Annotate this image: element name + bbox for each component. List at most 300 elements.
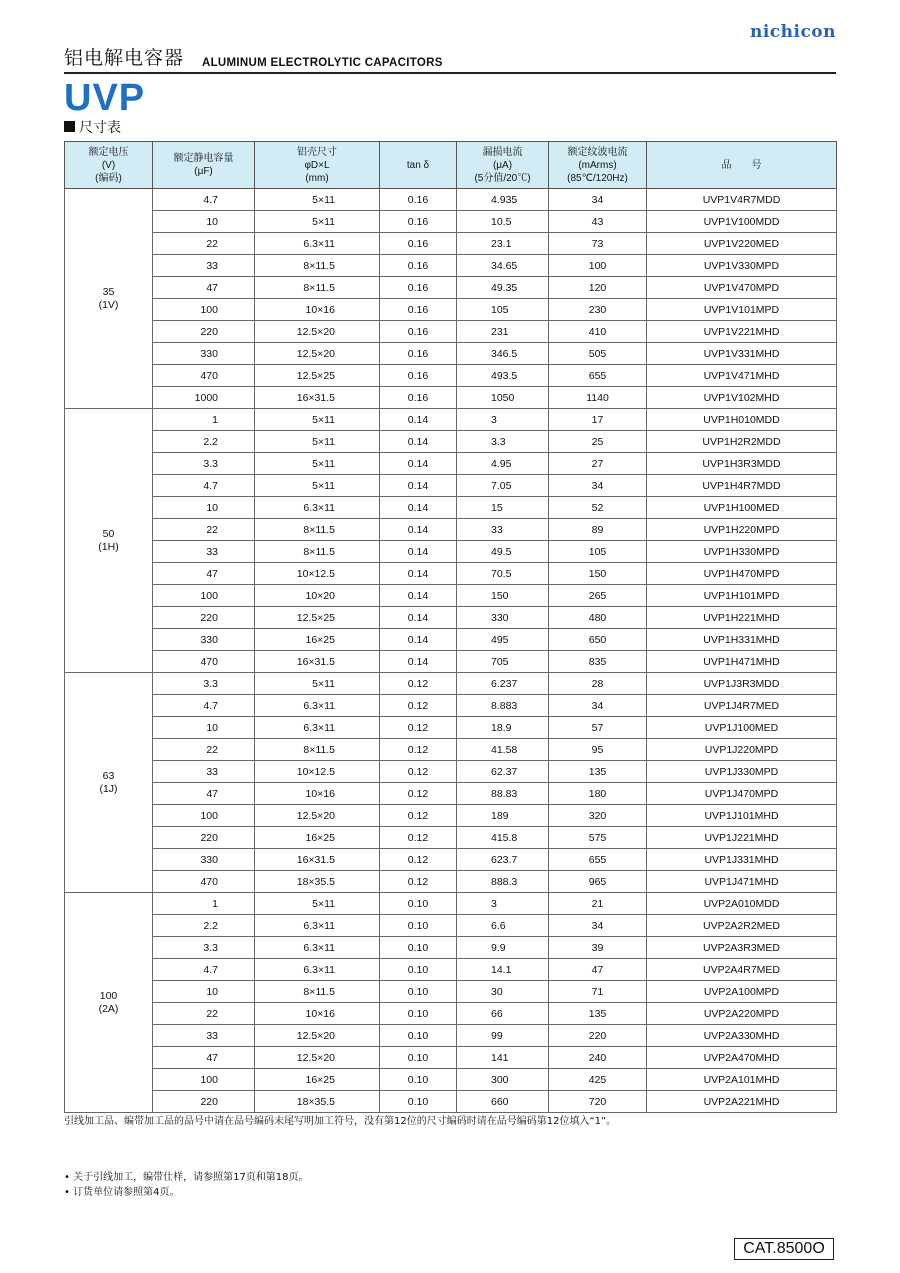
cell-part-number: UVP1V100MDD: [647, 211, 837, 233]
cell-case-size: 6.3×11: [255, 233, 380, 255]
cell-tan-delta: 0.14: [380, 629, 457, 651]
cell-ripple-current: 410: [549, 321, 647, 343]
voltage-group-cell: [65, 673, 153, 893]
cell-capacitance: 33: [153, 255, 255, 277]
cell-tan-delta: 0.12: [380, 849, 457, 871]
cell-leakage-current: 3: [457, 409, 549, 431]
cell-ripple-current: 575: [549, 827, 647, 849]
voltage-code: (1J): [99, 782, 118, 795]
cell-case-size: 12.5×20: [255, 321, 380, 343]
table-row: [65, 827, 837, 849]
cell-tan-delta: 0.10: [380, 915, 457, 937]
cell-tan-delta: 0.10: [380, 1069, 457, 1091]
section-title: [64, 119, 121, 137]
cell-case-size: 6.3×11: [255, 937, 380, 959]
cell-tan-delta: 0.14: [380, 453, 457, 475]
voltage-value: 63: [102, 769, 115, 782]
cell-leakage-current: 300: [457, 1069, 549, 1091]
cell-capacitance: 22: [153, 233, 255, 255]
cell-leakage-current: 6.6: [457, 915, 549, 937]
table-row: [65, 497, 837, 519]
cell-ripple-current: 230: [549, 299, 647, 321]
cell-capacitance: 330: [153, 629, 255, 651]
cell-case-size: 12.5×20: [255, 343, 380, 365]
cell-tan-delta: 0.14: [380, 475, 457, 497]
cell-ripple-current: 89: [549, 519, 647, 541]
series-title: UVP: [64, 77, 146, 119]
cell-ripple-current: 180: [549, 783, 647, 805]
cell-capacitance: 10: [153, 211, 255, 233]
table-row: [65, 299, 837, 321]
table-row: [65, 893, 837, 915]
cell-part-number: UVP1J471MHD: [647, 871, 837, 893]
table-row: [65, 475, 837, 497]
header-line: (μF): [194, 166, 213, 177]
cell-part-number: UVP1J220MPD: [647, 739, 837, 761]
cell-case-size: 16×25: [255, 629, 380, 651]
cell-leakage-current: 49.5: [457, 541, 549, 563]
voltage-group-cell: [65, 409, 153, 673]
cell-case-size: 12.5×20: [255, 1047, 380, 1069]
cell-part-number: UVP1H2R2MDD: [647, 431, 837, 453]
table-row: [65, 717, 837, 739]
cell-case-size: 10×20: [255, 585, 380, 607]
cell-case-size: 6.3×11: [255, 959, 380, 981]
cell-leakage-current: 105: [457, 299, 549, 321]
cell-part-number: UVP1V101MPD: [647, 299, 837, 321]
table-row: [65, 453, 837, 475]
cell-tan-delta: 0.12: [380, 717, 457, 739]
cell-ripple-current: 21: [549, 893, 647, 915]
cell-ripple-current: 135: [549, 1003, 647, 1025]
cell-case-size: 8×11.5: [255, 739, 380, 761]
cell-part-number: UVP1H010MDD: [647, 409, 837, 431]
cell-capacitance: 33: [153, 1025, 255, 1047]
header-line: 额定静电容量: [173, 153, 234, 164]
cell-capacitance: 220: [153, 1091, 255, 1113]
cell-tan-delta: 0.16: [380, 365, 457, 387]
header-part-number: [647, 142, 837, 189]
cell-capacitance: 2.2: [153, 915, 255, 937]
header-line: 额定电压: [88, 146, 129, 158]
cell-capacitance: 4.7: [153, 695, 255, 717]
cell-leakage-current: 7.05: [457, 475, 549, 497]
cell-part-number: UVP2A101MHD: [647, 1069, 837, 1091]
cell-tan-delta: 0.10: [380, 1047, 457, 1069]
cell-leakage-current: 141: [457, 1047, 549, 1069]
cell-case-size: 10×16: [255, 783, 380, 805]
cell-tan-delta: 0.10: [380, 981, 457, 1003]
voltage-group-cell: [65, 189, 153, 409]
cell-ripple-current: 265: [549, 585, 647, 607]
cell-tan-delta: 0.16: [380, 299, 457, 321]
cell-leakage-current: 189: [457, 805, 549, 827]
cell-capacitance: 100: [153, 805, 255, 827]
cell-part-number: UVP2A2R2MED: [647, 915, 837, 937]
cell-ripple-current: 480: [549, 607, 647, 629]
cell-leakage-current: 4.935: [457, 189, 549, 211]
table-row: [65, 233, 837, 255]
cell-ripple-current: 25: [549, 431, 647, 453]
cell-part-number: UVP1J100MED: [647, 717, 837, 739]
cell-capacitance: 3.3: [153, 673, 255, 695]
cell-case-size: 5×11: [255, 475, 380, 497]
voltage-value: 35: [102, 285, 115, 298]
cell-ripple-current: 135: [549, 761, 647, 783]
cell-part-number: UVP1H220MPD: [647, 519, 837, 541]
cell-leakage-current: 15: [457, 497, 549, 519]
cell-capacitance: 22: [153, 519, 255, 541]
cell-capacitance: 47: [153, 783, 255, 805]
cell-ripple-current: 120: [549, 277, 647, 299]
table-row: [65, 959, 837, 981]
cell-capacitance: 3.3: [153, 937, 255, 959]
cell-leakage-current: 1050: [457, 387, 549, 409]
cell-ripple-current: 95: [549, 739, 647, 761]
cell-leakage-current: 41.58: [457, 739, 549, 761]
cell-ripple-current: 34: [549, 915, 647, 937]
cell-ripple-current: 100: [549, 255, 647, 277]
cell-part-number: UVP1V4R7MDD: [647, 189, 837, 211]
cell-tan-delta: 0.16: [380, 233, 457, 255]
cell-leakage-current: 62.37: [457, 761, 549, 783]
page-header: [64, 44, 836, 74]
cell-part-number: UVP1H221MHD: [647, 607, 837, 629]
cell-case-size: 12.5×25: [255, 365, 380, 387]
cell-case-size: 5×11: [255, 673, 380, 695]
cell-part-number: UVP1J4R7MED: [647, 695, 837, 717]
cell-leakage-current: 10.5: [457, 211, 549, 233]
cell-part-number: UVP1H331MHD: [647, 629, 837, 651]
voltage-code: (1H): [98, 540, 119, 553]
cell-ripple-current: 720: [549, 1091, 647, 1113]
cell-part-number: UVP1H100MED: [647, 497, 837, 519]
cell-capacitance: 220: [153, 321, 255, 343]
cell-tan-delta: 0.12: [380, 783, 457, 805]
table-row: [65, 1091, 837, 1113]
header-line: (85℃/120Hz): [567, 172, 628, 184]
cell-part-number: UVP1H4R7MDD: [647, 475, 837, 497]
cell-case-size: 8×11.5: [255, 519, 380, 541]
table-row: [65, 343, 837, 365]
table-row: [65, 211, 837, 233]
cell-case-size: 8×11.5: [255, 541, 380, 563]
table-row: [65, 871, 837, 893]
cell-part-number: UVP1H470MPD: [647, 563, 837, 585]
cell-ripple-current: 52: [549, 497, 647, 519]
cell-tan-delta: 0.10: [380, 893, 457, 915]
cell-ripple-current: 655: [549, 365, 647, 387]
cell-part-number: UVP1J3R3MDD: [647, 673, 837, 695]
cell-leakage-current: 14.1: [457, 959, 549, 981]
cell-capacitance: 4.7: [153, 959, 255, 981]
cell-tan-delta: 0.16: [380, 343, 457, 365]
cell-ripple-current: 655: [549, 849, 647, 871]
cell-ripple-current: 240: [549, 1047, 647, 1069]
cell-tan-delta: 0.12: [380, 739, 457, 761]
cell-leakage-current: 18.9: [457, 717, 549, 739]
cell-ripple-current: 220: [549, 1025, 647, 1047]
cell-tan-delta: 0.14: [380, 563, 457, 585]
cell-part-number: UVP1H101MPD: [647, 585, 837, 607]
voltage-code: (1V): [98, 298, 119, 311]
cell-part-number: UVP2A100MPD: [647, 981, 837, 1003]
cell-capacitance: 4.7: [153, 189, 255, 211]
cell-capacitance: 220: [153, 607, 255, 629]
header-line: (V): [101, 159, 116, 171]
cell-ripple-current: 34: [549, 475, 647, 497]
table-row: [65, 651, 837, 673]
header-line: 额定纹波电流: [567, 146, 628, 158]
cell-case-size: 18×35.5: [255, 1091, 380, 1113]
header-line: 铝壳尺寸: [297, 146, 337, 158]
cell-ripple-current: 57: [549, 717, 647, 739]
header-ripple-current: [549, 142, 647, 189]
cell-leakage-current: 660: [457, 1091, 549, 1113]
cell-leakage-current: 30: [457, 981, 549, 1003]
cell-leakage-current: 888.3: [457, 871, 549, 893]
cell-ripple-current: 150: [549, 563, 647, 585]
header-line: tan δ: [406, 159, 430, 171]
cell-capacitance: 330: [153, 849, 255, 871]
cell-part-number: UVP1V330MPD: [647, 255, 837, 277]
cell-capacitance: 1: [153, 409, 255, 431]
cell-case-size: 8×11.5: [255, 255, 380, 277]
cell-part-number: UVP2A470MHD: [647, 1047, 837, 1069]
table-row: [65, 321, 837, 343]
table-row: [65, 541, 837, 563]
table-row: [65, 937, 837, 959]
cell-tan-delta: 0.16: [380, 277, 457, 299]
table-row: [65, 563, 837, 585]
table-row: [65, 629, 837, 651]
cell-case-size: 16×25: [255, 827, 380, 849]
cell-tan-delta: 0.14: [380, 431, 457, 453]
cell-part-number: UVP2A010MDD: [647, 893, 837, 915]
table-header-row: [65, 142, 837, 189]
cell-case-size: 16×31.5: [255, 387, 380, 409]
cell-leakage-current: 231: [457, 321, 549, 343]
table-row: [65, 607, 837, 629]
cell-part-number: UVP1H330MPD: [647, 541, 837, 563]
cell-capacitance: 10: [153, 717, 255, 739]
cell-capacitance: 1000: [153, 387, 255, 409]
cell-part-number: UVP1V220MED: [647, 233, 837, 255]
table-header: [65, 142, 837, 189]
cell-ripple-current: 17: [549, 409, 647, 431]
square-bullet-icon: [64, 121, 75, 132]
table-row: [65, 915, 837, 937]
cell-case-size: 6.3×11: [255, 717, 380, 739]
section-title-text: 尺寸表: [79, 120, 121, 136]
cell-part-number: UVP2A4R7MED: [647, 959, 837, 981]
cell-leakage-current: 6.237: [457, 673, 549, 695]
header-case-size: [255, 142, 380, 189]
cell-tan-delta: 0.10: [380, 1091, 457, 1113]
cell-tan-delta: 0.10: [380, 1025, 457, 1047]
table-row: [65, 849, 837, 871]
cell-ripple-current: 34: [549, 189, 647, 211]
cell-tan-delta: 0.14: [380, 651, 457, 673]
cell-ripple-current: 320: [549, 805, 647, 827]
cell-ripple-current: 27: [549, 453, 647, 475]
cell-capacitance: 10: [153, 981, 255, 1003]
cell-tan-delta: 0.16: [380, 321, 457, 343]
table-row: [65, 761, 837, 783]
cell-case-size: 18×35.5: [255, 871, 380, 893]
cell-ripple-current: 505: [549, 343, 647, 365]
cell-leakage-current: 3.3: [457, 431, 549, 453]
table-row: [65, 1069, 837, 1091]
footnote-order-unit: • 订货单位请参照第4页。: [64, 1187, 180, 1198]
cell-capacitance: 47: [153, 563, 255, 585]
cell-case-size: 10×12.5: [255, 761, 380, 783]
cell-ripple-current: 71: [549, 981, 647, 1003]
table-row: [65, 981, 837, 1003]
header-line: (编码): [95, 172, 122, 184]
cell-tan-delta: 0.14: [380, 607, 457, 629]
header-line: (5分值/20℃): [474, 172, 531, 184]
voltage-value: 100: [99, 989, 118, 1002]
cell-capacitance: 470: [153, 651, 255, 673]
voltage-code: (2A): [98, 1002, 119, 1015]
cell-ripple-current: 47: [549, 959, 647, 981]
cell-part-number: UVP1H3R3MDD: [647, 453, 837, 475]
cell-part-number: UVP1J221MHD: [647, 827, 837, 849]
cell-leakage-current: 415.8: [457, 827, 549, 849]
cell-case-size: 6.3×11: [255, 497, 380, 519]
cell-leakage-current: 66: [457, 1003, 549, 1025]
cell-case-size: 10×16: [255, 299, 380, 321]
cell-case-size: 16×31.5: [255, 849, 380, 871]
cell-leakage-current: 150: [457, 585, 549, 607]
table-row: [65, 783, 837, 805]
cell-leakage-current: 34.65: [457, 255, 549, 277]
cell-capacitance: 470: [153, 365, 255, 387]
cell-part-number: UVP1V221MHD: [647, 321, 837, 343]
cell-part-number: UVP2A330MHD: [647, 1025, 837, 1047]
cell-leakage-current: 99: [457, 1025, 549, 1047]
cell-capacitance: 33: [153, 761, 255, 783]
cell-leakage-current: 33: [457, 519, 549, 541]
table-row: [65, 189, 837, 211]
header-tan-delta: [380, 142, 457, 189]
table-row: [65, 695, 837, 717]
cell-leakage-current: 4.95: [457, 453, 549, 475]
cell-tan-delta: 0.16: [380, 255, 457, 277]
cell-ripple-current: 835: [549, 651, 647, 673]
cell-ripple-current: 650: [549, 629, 647, 651]
cell-ripple-current: 34: [549, 695, 647, 717]
cell-case-size: 6.3×11: [255, 915, 380, 937]
cell-case-size: 8×11.5: [255, 277, 380, 299]
cell-case-size: 5×11: [255, 431, 380, 453]
cell-ripple-current: 39: [549, 937, 647, 959]
cell-case-size: 12.5×25: [255, 607, 380, 629]
cell-capacitance: 22: [153, 739, 255, 761]
cell-leakage-current: 623.7: [457, 849, 549, 871]
cell-tan-delta: 0.12: [380, 761, 457, 783]
cell-part-number: UVP1J330MPD: [647, 761, 837, 783]
cell-leakage-current: 9.9: [457, 937, 549, 959]
header-leakage-current: [457, 142, 549, 189]
cell-ripple-current: 1140: [549, 387, 647, 409]
cell-case-size: 12.5×20: [255, 805, 380, 827]
cell-tan-delta: 0.12: [380, 871, 457, 893]
cell-leakage-current: 493.5: [457, 365, 549, 387]
cell-case-size: 5×11: [255, 409, 380, 431]
cell-ripple-current: 105: [549, 541, 647, 563]
cell-tan-delta: 0.10: [380, 937, 457, 959]
cell-tan-delta: 0.14: [380, 409, 457, 431]
table-row: [65, 277, 837, 299]
table-row: [65, 387, 837, 409]
header-voltage: [65, 142, 153, 189]
cell-leakage-current: 495: [457, 629, 549, 651]
dimension-table: [64, 141, 837, 1113]
cell-case-size: 5×11: [255, 211, 380, 233]
footnotes: [64, 1170, 309, 1200]
header-line: (μA): [492, 159, 513, 171]
table-row: [65, 409, 837, 431]
cell-part-number: UVP1H471MHD: [647, 651, 837, 673]
cell-ripple-current: 425: [549, 1069, 647, 1091]
cell-case-size: 5×11: [255, 189, 380, 211]
cell-ripple-current: 28: [549, 673, 647, 695]
voltage-value: 50: [102, 527, 115, 540]
cell-leakage-current: 23.1: [457, 233, 549, 255]
cell-capacitance: 470: [153, 871, 255, 893]
cell-capacitance: 3.3: [153, 453, 255, 475]
header-line: 漏损电流: [482, 146, 523, 158]
voltage-group-cell: [65, 893, 153, 1113]
table-row: [65, 1003, 837, 1025]
table-row: [65, 805, 837, 827]
cell-part-number: UVP1J101MHD: [647, 805, 837, 827]
cell-leakage-current: 705: [457, 651, 549, 673]
cell-capacitance: 10: [153, 497, 255, 519]
cell-capacitance: 1: [153, 893, 255, 915]
table-row: [65, 739, 837, 761]
cell-capacitance: 47: [153, 1047, 255, 1069]
footnote-taping: • 关于引线加工，编带仕样，请参照第17页和第18页。: [64, 1172, 309, 1183]
cell-leakage-current: 8.883: [457, 695, 549, 717]
cell-case-size: 6.3×11: [255, 695, 380, 717]
cell-part-number: UVP1V102MHD: [647, 387, 837, 409]
cell-capacitance: 100: [153, 585, 255, 607]
catalog-number: CAT.8500O: [734, 1238, 834, 1260]
table-row: [65, 1047, 837, 1069]
cell-part-number: UVP1J470MPD: [647, 783, 837, 805]
cell-part-number: UVP1J331MHD: [647, 849, 837, 871]
cell-leakage-current: 70.5: [457, 563, 549, 585]
table-row: [65, 365, 837, 387]
cell-tan-delta: 0.14: [380, 541, 457, 563]
header-line: (mm): [305, 172, 329, 184]
cell-leakage-current: 346.5: [457, 343, 549, 365]
cell-part-number: UVP2A3R3MED: [647, 937, 837, 959]
header-line: (mArms): [578, 159, 617, 171]
cell-capacitance: 2.2: [153, 431, 255, 453]
table-row: [65, 585, 837, 607]
cell-tan-delta: 0.16: [380, 189, 457, 211]
cell-ripple-current: 43: [549, 211, 647, 233]
header-line: φD×L: [304, 159, 330, 171]
cell-part-number: UVP1V470MPD: [647, 277, 837, 299]
cell-capacitance: 100: [153, 1069, 255, 1091]
cell-leakage-current: 49.35: [457, 277, 549, 299]
cell-tan-delta: 0.12: [380, 695, 457, 717]
